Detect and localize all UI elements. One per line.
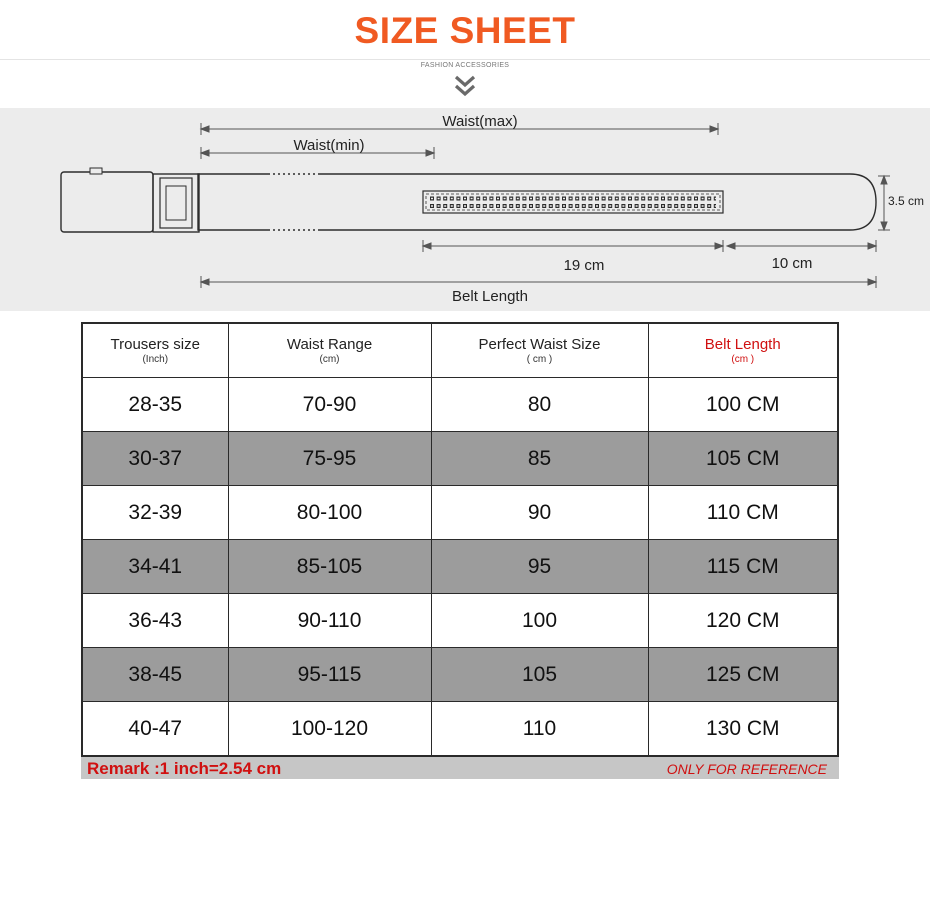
- waist-max-label: Waist(max): [442, 113, 518, 130]
- cell-belt-length: 105 CM: [648, 432, 838, 486]
- size-table-container: [81, 322, 839, 779]
- cell-perfect-waist: 90: [431, 486, 648, 540]
- cell-trousers-size: 34-41: [82, 540, 228, 594]
- cell-waist-range: 70-90: [228, 378, 431, 432]
- title-divider: [0, 59, 930, 60]
- cell-belt-length: 100 CM: [648, 378, 838, 432]
- belt-diagram: [0, 108, 930, 311]
- table-row: [82, 486, 838, 540]
- cell-belt-length: 130 CM: [648, 702, 838, 757]
- cell-waist-range: 100-120: [228, 702, 431, 757]
- cell-waist-range: 95-115: [228, 648, 431, 702]
- cell-belt-length: 115 CM: [648, 540, 838, 594]
- cell-belt-length: 120 CM: [648, 594, 838, 648]
- header-belt-length: Belt Length (cm ): [648, 323, 838, 378]
- cell-perfect-waist: 85: [431, 432, 648, 486]
- table-header-row: [82, 323, 838, 378]
- header-perfect-waist-size: Perfect Waist Size ( cm ): [431, 323, 648, 378]
- remark-bar: [81, 757, 839, 779]
- brand-caption: FASHION ACCESSORIES: [420, 62, 510, 69]
- table-row: [82, 648, 838, 702]
- belt-diagram-icon: [0, 108, 930, 311]
- cell-perfect-waist: 95: [431, 540, 648, 594]
- cell-trousers-size: 36-43: [82, 594, 228, 648]
- belt-length-label: Belt Length: [452, 288, 528, 305]
- header-waist-range: Waist Range (cm): [228, 323, 431, 378]
- cell-trousers-size: 28-35: [82, 378, 228, 432]
- cell-perfect-waist: 100: [431, 594, 648, 648]
- cell-trousers-size: 38-45: [82, 648, 228, 702]
- table-row: [82, 378, 838, 432]
- cell-perfect-waist: 110: [431, 702, 648, 757]
- table-row: [82, 702, 838, 757]
- page-title: SIZE SHEET: [354, 10, 576, 51]
- reference-note: ONLY FOR REFERENCE: [666, 761, 827, 777]
- cell-trousers-size: 30-37: [82, 432, 228, 486]
- cell-perfect-waist: 80: [431, 378, 648, 432]
- table-row: [82, 432, 838, 486]
- tip-section-label: 10 cm: [771, 255, 813, 272]
- cell-trousers-size: 32-39: [82, 486, 228, 540]
- belt-width-label: 3.5 cm: [888, 194, 925, 208]
- hole-section-label: 19 cm: [563, 257, 605, 274]
- cell-trousers-size: 40-47: [82, 702, 228, 757]
- size-table: [81, 322, 839, 757]
- cell-waist-range: 75-95: [228, 432, 431, 486]
- cell-belt-length: 110 CM: [648, 486, 838, 540]
- cell-waist-range: 85-105: [228, 540, 431, 594]
- double-chevron-down-icon: [454, 74, 476, 100]
- table-row: [82, 540, 838, 594]
- table-row: [82, 594, 838, 648]
- cell-waist-range: 80-100: [228, 486, 431, 540]
- cell-belt-length: 125 CM: [648, 648, 838, 702]
- remark-text: Remark :1 inch=2.54 cm: [87, 759, 282, 778]
- cell-perfect-waist: 105: [431, 648, 648, 702]
- header-trousers-size: Trousers size (Inch): [82, 323, 228, 378]
- waist-min-label: Waist(min): [293, 137, 365, 154]
- cell-waist-range: 90-110: [228, 594, 431, 648]
